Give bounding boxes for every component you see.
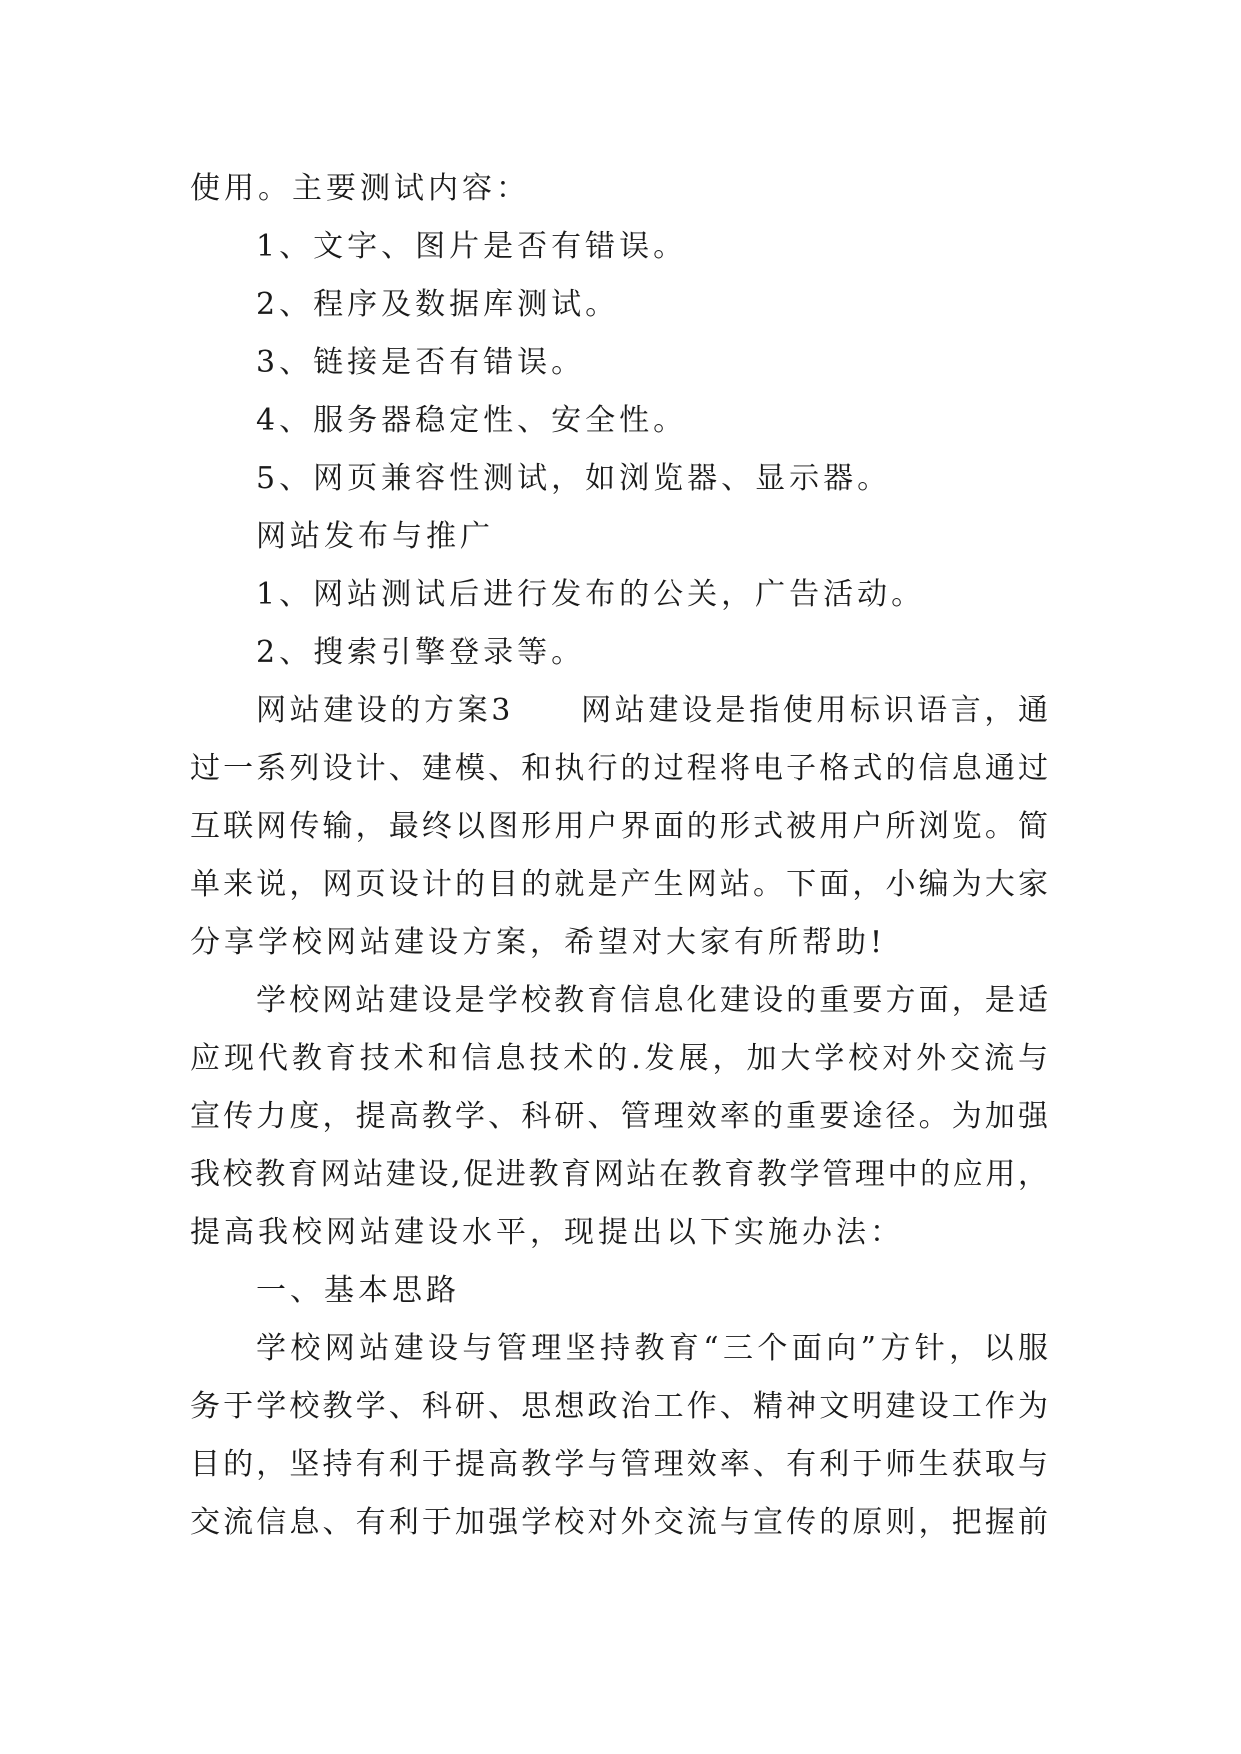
list-item: 2、程序及数据库测试。 — [256, 287, 620, 322]
paragraph-line: 单来说，网页设计的目的就是产生网站。下面，小编为大家 — [190, 867, 1050, 902]
paragraph-line: 务于学校教学、科研、思想政治工作、精神文明建设工作为 — [190, 1389, 1050, 1424]
paragraph-line: 提高我校网站建设水平，现提出以下实施办法： — [190, 1215, 904, 1250]
paragraph-line: 目的，坚持有利于提高教学与管理效率、有利于师生获取与 — [190, 1447, 1050, 1482]
paragraph-line: 使用。主要测试内容： — [190, 171, 530, 206]
paragraph-line: 过一系列设计、建模、和执行的过程将电子格式的信息通过 — [190, 751, 1050, 786]
list-item: 3、链接是否有错误。 — [256, 345, 586, 380]
paragraph-line: 网站建设的方案3 网站建设是指使用标识语言，通 — [256, 693, 1050, 728]
paragraph-line: 互联网传输，最终以图形用户界面的形式被用户所浏览。简 — [190, 809, 1050, 844]
list-item: 4、服务器稳定性、安全性。 — [256, 403, 688, 438]
section-heading: 网站发布与推广 — [256, 519, 494, 554]
paragraph-line: 交流信息、有利于加强学校对外交流与宣传的原则，把握前 — [190, 1505, 1050, 1540]
list-item: 1、文字、图片是否有错误。 — [256, 229, 688, 264]
list-item: 2、搜索引擎登录等。 — [256, 635, 586, 670]
paragraph-line: 学校网站建设是学校教育信息化建设的重要方面，是适 — [256, 983, 1050, 1018]
paragraph-line: 宣传力度，提高教学、科研、管理效率的重要途径。为加强 — [190, 1099, 1050, 1134]
list-item: 5、网页兼容性测试，如浏览器、显示器。 — [256, 461, 892, 496]
paragraph-line: 分享学校网站建设方案，希望对大家有所帮助! — [190, 925, 887, 960]
paragraph-line: 应现代教育技术和信息技术的.发展，加大学校对外交流与 — [190, 1041, 1050, 1076]
document-body — [190, 160, 1050, 1552]
paragraph-line: 我校教育网站建设,促进教育网站在教育教学管理中的应用， — [190, 1157, 1050, 1192]
list-item: 1、网站测试后进行发布的公关，广告活动。 — [256, 577, 926, 612]
paragraph-line: 学校网站建设与管理坚持教育“三个面向”方针，以服 — [256, 1331, 1050, 1366]
section-heading: 一、基本思路 — [256, 1273, 460, 1308]
